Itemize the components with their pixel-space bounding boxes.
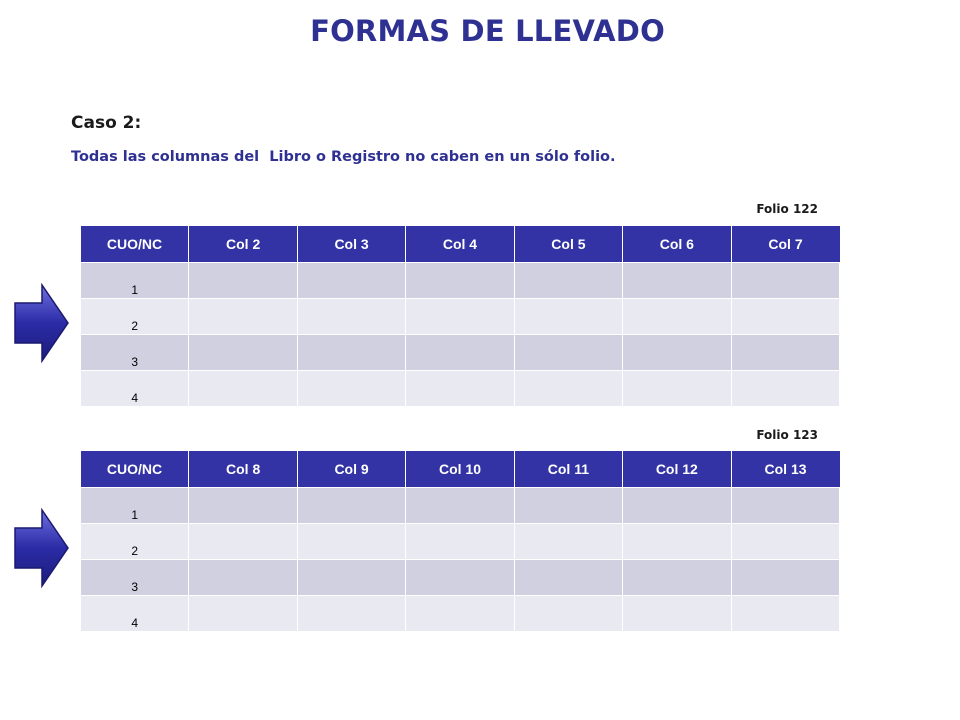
table-cell — [297, 560, 405, 596]
table-row — [81, 596, 840, 632]
table-cell — [623, 596, 731, 632]
table-cell — [406, 488, 514, 524]
folio-122-table — [80, 226, 840, 407]
header-cell: Col 10 — [406, 451, 514, 488]
table-row — [81, 371, 840, 407]
row-number: 3 — [81, 335, 189, 371]
table-cell — [514, 335, 622, 371]
table-cell — [731, 488, 839, 524]
table-cell — [514, 299, 622, 335]
table-row — [81, 524, 840, 560]
table-cell — [406, 371, 514, 407]
table-cell — [189, 524, 297, 560]
table-cell — [623, 371, 731, 407]
right-arrow-icon — [14, 508, 70, 588]
table-cell — [189, 335, 297, 371]
table-cell — [514, 560, 622, 596]
header-cell: Col 7 — [731, 226, 839, 263]
table-cell — [731, 371, 839, 407]
row-number: 1 — [81, 263, 189, 299]
table-cell — [297, 488, 405, 524]
table-cell — [623, 263, 731, 299]
header-cell: Col 13 — [731, 451, 839, 488]
row-number: 2 — [81, 299, 189, 335]
table-cell — [406, 524, 514, 560]
row-number: 4 — [81, 596, 189, 632]
header-cell: Col 6 — [623, 226, 731, 263]
table-cell — [297, 335, 405, 371]
table-cell — [623, 299, 731, 335]
table-cell — [514, 488, 622, 524]
case-label: Caso 2: — [71, 113, 142, 133]
table-row — [81, 560, 840, 596]
table-cell — [406, 560, 514, 596]
header-cell: Col 8 — [189, 451, 297, 488]
table-cell — [297, 596, 405, 632]
row-number: 3 — [81, 560, 189, 596]
table-cell — [514, 596, 622, 632]
table-row — [81, 335, 840, 371]
folio-label-2: Folio 123 — [756, 428, 818, 442]
header-cell: Col 12 — [623, 451, 731, 488]
table-cell — [731, 299, 839, 335]
table-cell — [406, 263, 514, 299]
header-cell: Col 11 — [514, 451, 622, 488]
table-cell — [514, 263, 622, 299]
table-cell — [731, 560, 839, 596]
row-number: 2 — [81, 524, 189, 560]
table-cell — [297, 299, 405, 335]
table-cell — [623, 335, 731, 371]
table-cell — [623, 524, 731, 560]
table-cell — [189, 560, 297, 596]
table-cell — [731, 263, 839, 299]
table-cell — [189, 371, 297, 407]
header-cell: Col 5 — [514, 226, 622, 263]
row-number: 4 — [81, 371, 189, 407]
table-cell — [406, 596, 514, 632]
table-cell — [514, 371, 622, 407]
header-cell: CUO/NC — [81, 451, 189, 488]
table-cell — [297, 371, 405, 407]
table-cell — [514, 524, 622, 560]
table-cell — [731, 596, 839, 632]
table-cell — [406, 335, 514, 371]
table-cell — [189, 299, 297, 335]
table-cell — [406, 299, 514, 335]
header-cell: Col 3 — [297, 226, 405, 263]
page-title: FORMAS DE LLEVADO — [310, 14, 665, 48]
row-number: 1 — [81, 488, 189, 524]
header-cell: CUO/NC — [81, 226, 189, 263]
table-row — [81, 488, 840, 524]
table-cell — [731, 524, 839, 560]
table-cell — [189, 596, 297, 632]
right-arrow-icon — [14, 283, 70, 363]
table-cell — [623, 488, 731, 524]
folio-label-1: Folio 122 — [756, 202, 818, 216]
case-description: Todas las columnas del Libro o Registro no caben en un sólo folio. — [71, 149, 616, 165]
folio-123-table — [80, 451, 840, 632]
table-cell — [189, 263, 297, 299]
header-cell: Col 4 — [406, 226, 514, 263]
table-cell — [297, 263, 405, 299]
table-cell — [189, 488, 297, 524]
table-cell — [731, 335, 839, 371]
table-cell — [297, 524, 405, 560]
table-cell — [623, 560, 731, 596]
table-row — [81, 299, 840, 335]
header-cell: Col 9 — [297, 451, 405, 488]
table-row — [81, 263, 840, 299]
header-cell: Col 2 — [189, 226, 297, 263]
